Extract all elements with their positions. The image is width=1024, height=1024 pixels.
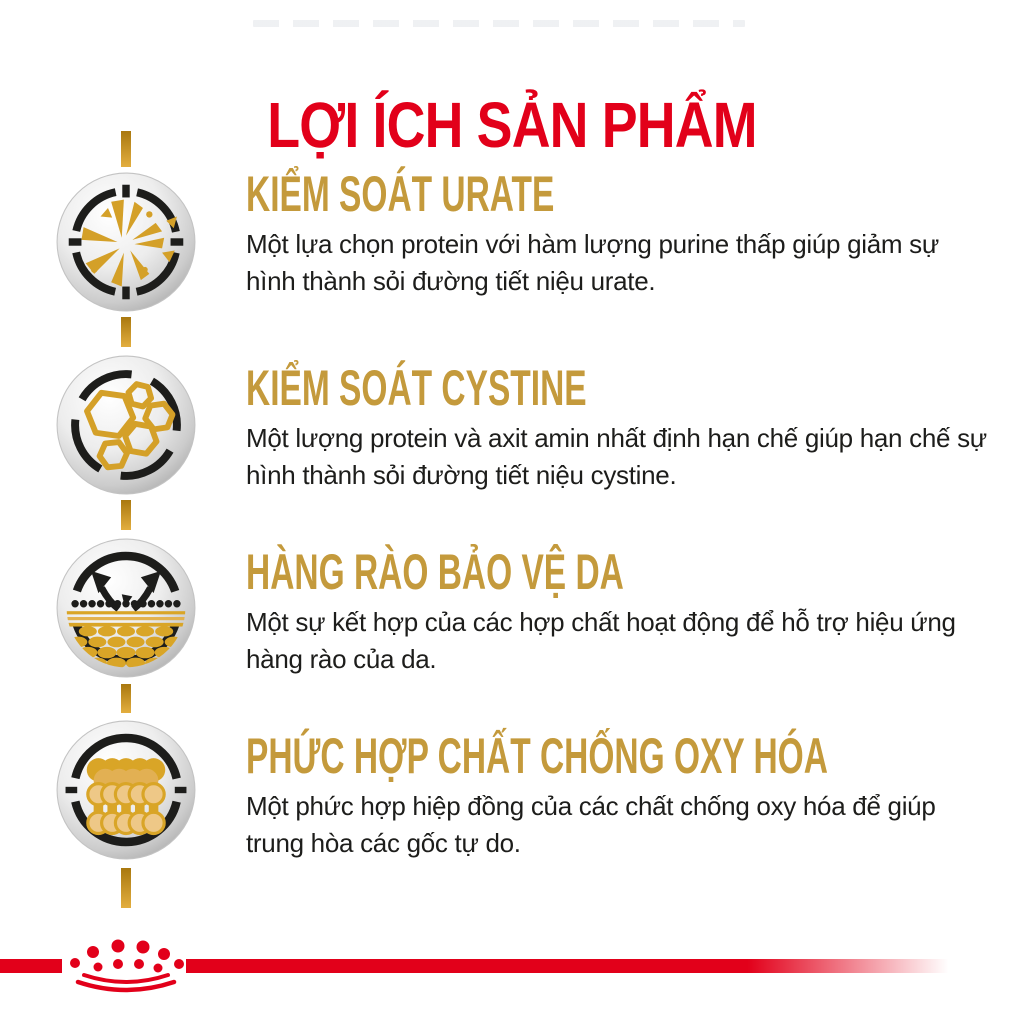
benefit-title: KIỂM SOÁT URATE — [246, 166, 555, 222]
footer-red-bar-right — [186, 959, 1024, 973]
cystine-hexagons-icon — [56, 355, 196, 495]
page-title: LỢI ÍCH SẢN PHẨM — [267, 88, 757, 161]
benefit-description: Một sự kết hợp của các hợp chất hoạt động để hỗ trợ hiệu ứng hàng rào của da. — [246, 607, 956, 674]
benefit-title: KIỂM SOÁT CYSTINE — [246, 360, 587, 416]
benefit-title: PHỨC HỢP CHẤT CHỐNG OXY HÓA — [246, 728, 828, 784]
antioxidant-complex-icon — [56, 720, 196, 860]
skin-barrier-icon — [56, 538, 196, 678]
cropped-ghost-text — [253, 20, 745, 27]
urate-crystal-burst-icon — [56, 172, 196, 312]
connector-dash — [121, 500, 131, 530]
footer-red-bar-left — [0, 959, 62, 973]
benefit-section-cystine — [246, 362, 996, 494]
connector-dash — [121, 684, 131, 713]
connector-dash — [121, 868, 131, 908]
benefit-section-urate — [246, 168, 996, 300]
benefit-title: HÀNG RÀO BẢO VỆ DA — [246, 544, 624, 600]
benefit-description: Một lượng protein và axit amin nhất định hạn chế giúp hạn chế sự hình thành sỏi đường tiết niệu cystine. — [246, 423, 987, 490]
connector-dash — [121, 317, 131, 347]
benefit-description: Một lựa chọn protein với hàm lượng purine thấp giúp giảm sự hình thành sỏi đường tiết niệu urate. — [246, 229, 939, 296]
benefit-section-skin-barrier — [246, 546, 996, 678]
benefit-description: Một phức hợp hiệp đồng của các chất chống oxy hóa để giúp trung hòa các gốc tự do. — [246, 791, 936, 858]
royal-canin-crown-logo — [62, 932, 190, 996]
benefit-section-antioxidant — [246, 730, 996, 862]
connector-dash — [121, 131, 131, 167]
